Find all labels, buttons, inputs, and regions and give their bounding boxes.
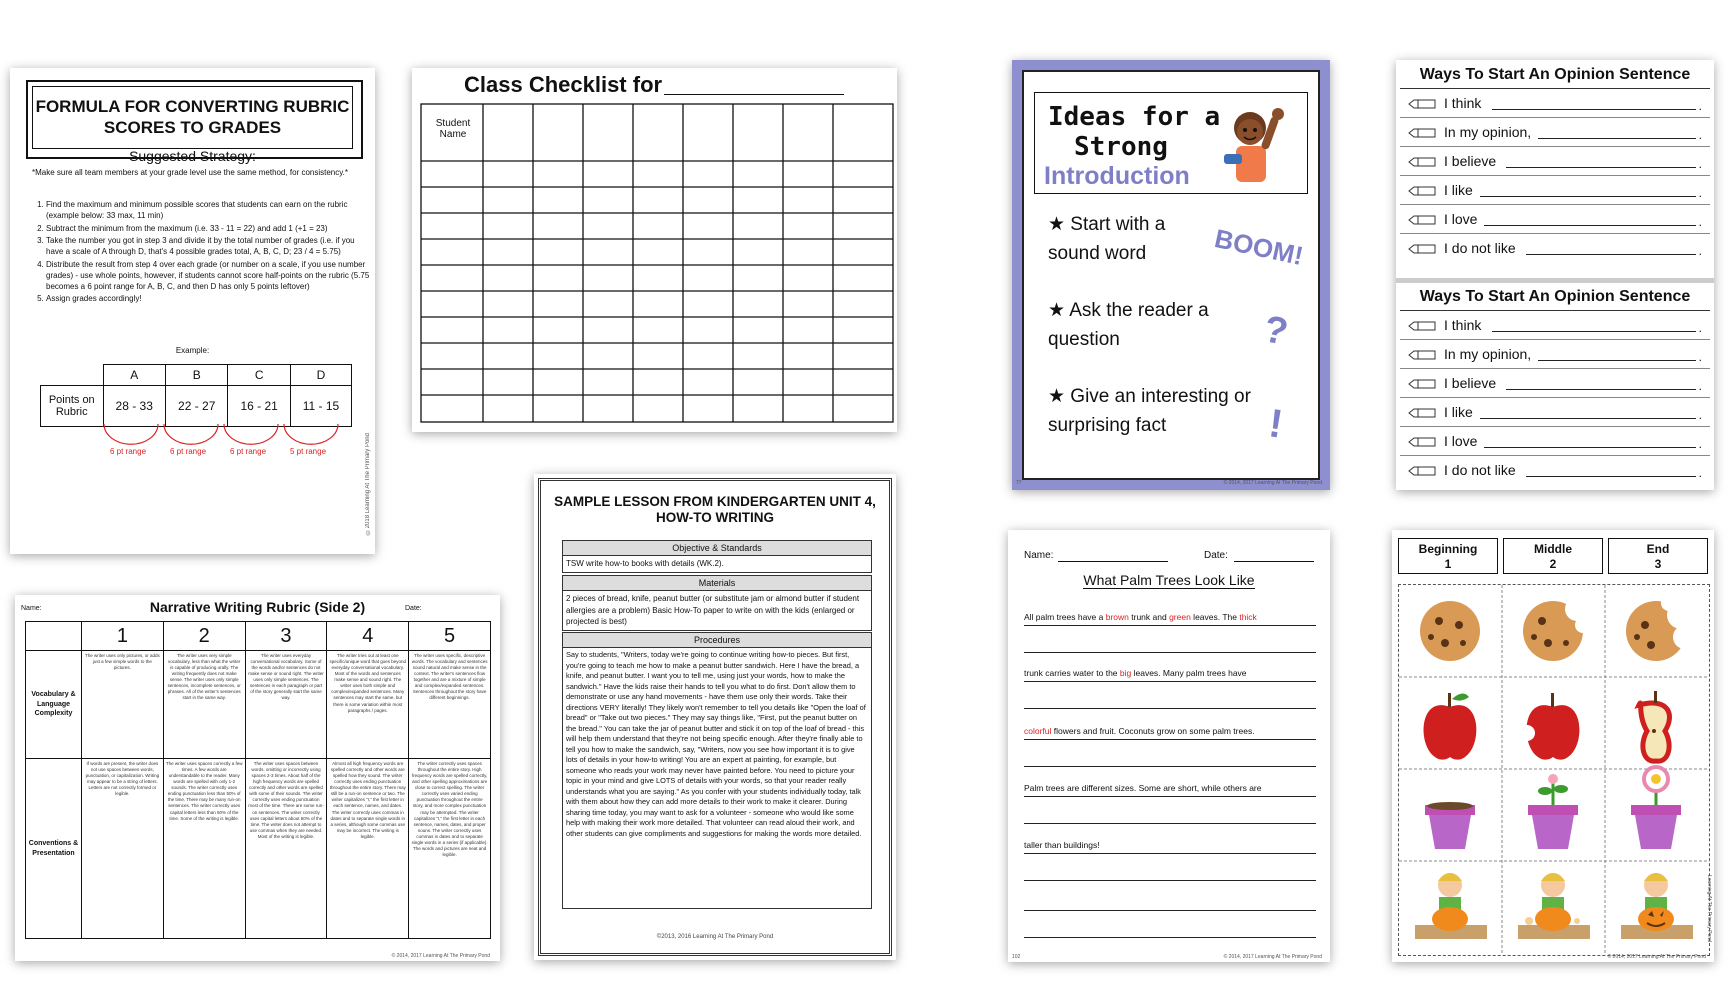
lesson-title: SAMPLE LESSON FROM KINDERGARTEN UNIT 4, HOW-TO WRITING [554,494,876,525]
intro-poster [1012,60,1330,490]
grade-header: A [103,365,165,386]
opinion-header: Ways To Start An Opinion Sentence [1400,284,1710,311]
poster-inner [1022,70,1320,480]
rubric-title: Narrative Writing Rubric (Side 2) [149,599,366,615]
palm-title-text: What Palm Trees Look Like [1083,572,1255,588]
date-label: Date: [1204,550,1228,561]
narrative-rubric-sheet [15,595,500,961]
end-period: . [1698,186,1702,200]
corner-cell [26,622,82,651]
poster-title-line2: Strong [1074,132,1168,162]
starter-label: In my opinion, [1444,124,1532,140]
starter-row [1400,205,1710,234]
block-divider [1396,278,1714,283]
rubric-cell: Almost all high frequency words are spelled correctly and other words are spelled how they sound. The writer correctly uses ending punctuation throughout the entire story. There may still be a run-on sentence or two. The writer capitalizes "I," the first letter in each sentence, names, and dates. The writer correctly uses commas in dates and to separate single words in a series, although some commas use may be incorrect. The writing is legible. [327,759,409,939]
score-header: 3 [245,622,327,651]
score-header: 1 [82,622,164,651]
pencil-icon [1408,128,1436,138]
grade-table [40,364,352,427]
rubric-formula-sheet [10,68,375,554]
name-label: Name: [21,605,42,612]
write-line [1024,880,1316,881]
empty-corner [41,365,104,386]
write-line [1526,476,1696,477]
pencil-icon [1408,379,1436,389]
text-line-4: Palm trees are different sizes. Some are short, while others are [1024,783,1262,793]
text-line-1: All palm trees have a brown trunk and green leaves. The thick [1024,612,1257,622]
starter-row [1400,398,1710,427]
end-period: . [1698,437,1702,451]
write-line [1484,225,1696,226]
starter-row [1400,147,1710,176]
range-note: 6 pt range [170,447,207,456]
section-body: TSW write how-to books with details (WK.2). [566,559,724,568]
pencil-icon [1408,321,1436,331]
starter-label: I believe [1444,375,1497,391]
score-header: 4 [327,622,409,651]
write-line [1024,910,1316,911]
half-cookie-icon [1626,595,1697,661]
pencil-icon [1408,186,1436,196]
starter-row [1400,89,1710,118]
write-line [1526,254,1696,255]
poster-title-line3: Introduction [1044,162,1190,190]
copyright: ©2018 Learning At The Primary Pond [365,432,371,534]
end-period: . [1698,99,1702,113]
starter-row [1400,340,1710,369]
score-header: 5 [409,622,491,651]
text-line-3: colorful flowers and fruit. Coconuts grow on some palm trees. [1024,726,1255,736]
formula-title: FORMULA FOR CONVERTING RUBRIC SCORES TO GRADES [32,86,353,149]
starter-row [1400,176,1710,205]
end-period: . [1698,466,1702,480]
step-item: 1. Find the maximum and minimum possible scores that students can earn on the rubric (example below: 33 max, 11 min) [46,200,372,222]
boy-illustration-icon [1220,106,1300,188]
idea-item: ★ Start with a sound word [1048,214,1166,264]
section-body: Say to students, "Writers, today we're going to continue writing how-to pieces. But first, you're going to teach me how to make a peanut butter sandwich. Here I have the bread, a knife, and peanut butter. I want you to tell me, using just your words, how to make the sandwich." Have the kids raise their hands to tell you what to do first. Don't allow them to demonstrate or use any hand movements - have them use only their words. Take their directions VERY literally! They likely won't remember to tell you details like "Open the loaf of bread" or "Take out two pieces." They may say things like, "First, put the peanut butter on the bread." You can take the jar of peanut butter and stick it on top of the loaf of bread - this will help them understand that they're not being specific enough. After they're finally able to tell you how to make the sandwich, say, "Writers, now you see how important it is to give lots of details in your how-to writing! You are an expert at painting, for example, but someone who reads your work may never have painted before. You need to picture your topic in your mind and give LOTS of details with your words, so that your reader really understands what you are saying." As you confer with your students individually today, talk with them about how they can add more details to their work to make it clearer. During sharing time today, you may want to ask for a volunteer - someone who would like some help with making their work more detailed. That volunteer can read aloud their work, and other students can give compliments and suggestions for making the words more detailed. [566,650,866,838]
name-label: Name: [1024,550,1054,561]
page-number: 77 [1016,480,1022,486]
write-line [1492,331,1696,332]
starter-row [1400,311,1710,340]
starter-row [1400,427,1710,456]
checklist-title: Class Checklist for [464,72,663,97]
starter-row [1400,369,1710,398]
step-item: 2. Subtract the minimum from the maximum (i.e. 33 - 11 = 22) and add 1 (+1 = 23) [46,224,372,235]
starter-label: In my opinion, [1444,346,1532,362]
rubric-cell: The writer uses spaces between words, omitting or incorrectly using spaces 2-3 times. About half of the high frequency words are spelled correctly and other words are spelled with some of their sounds. The writer correctly uses ending punctuation most of the time. There are some run-on sentences. The writer correctly uses capital letters about 50% of the time. The writer does not attempt to use commas when they are needed. Most of the writing is legible. [245,759,327,939]
range-note: 6 pt range [230,447,267,456]
pencil-icon [1408,157,1436,167]
copyright: ©2013, 2016 Learning At The Primary Pond [656,934,774,940]
section-heading: Materials [563,576,871,591]
strategy-heading: Suggested Strategy: [129,148,256,164]
rubric-cell: The writer tries out at least one specific/unique word that goes beyond everyday conversational vocabulary. Most of the words and sentences make sense and sound right. The writer uses both simple and complex/expanded sentences. Many sentences may start the same, but there is some variation within most paragraphs / pages. [327,651,409,759]
boy-jackolantern-icon [1621,873,1693,939]
grade-header: C [228,365,290,386]
text-line-2: trunk carries water to the big leaves. Many palm trees have [1024,668,1247,678]
starter-label: I do not like [1444,462,1516,478]
pencil-icon [1408,99,1436,109]
score-header: 2 [163,622,245,651]
copyright: © 2014, 2017 Learning At The Primary Pond [1223,954,1322,960]
rubric-table [25,621,491,939]
row-label: Conventions & Presentation [26,759,82,939]
write-line [1024,681,1316,682]
end-period: . [1698,157,1702,171]
section-body: 2 pieces of bread, knife, peanut butter (or substitute jam or almond butter if student allergies are a problem) Basic How-To paper to write on with the kids (enlarged or projected is best) [566,594,860,627]
write-line [1506,167,1696,168]
bitten-apple-icon [1519,693,1579,760]
rubric-cell: The writer uses very simple vocabulary, less than what the writer is capable of producing orally. The writing frequently does not make sense. The writer uses only simple sentences, incomplete sentences, or phrases. All of the writer's sentences start in the same way. [163,651,245,759]
range-cell: 28 - 33 [103,386,165,427]
pencil-icon [1408,466,1436,476]
rubric-cell: The writer uses only pictures, or adds just a few simple words to the pictures. [82,651,164,759]
grade-header: B [165,365,227,386]
boy-pumpkin-icon [1415,873,1487,939]
checklist-grid [420,103,894,423]
whole-cookie-icon [1420,601,1480,661]
section-heading: Objective & Standards [563,541,871,556]
step-item: 5. Assign grades accordingly! [46,294,372,305]
pencil-icon [1408,215,1436,225]
opinion-header: Ways To Start An Opinion Sentence [1400,62,1710,89]
starter-label: I like [1444,182,1473,198]
steps-list [32,200,372,307]
write-line [1484,447,1696,448]
pencil-icon [1408,244,1436,254]
starter-label: I love [1444,433,1478,449]
rubric-cell: The writer correctly uses spaces throughout the entire story. High frequency words are spelled correctly, and other spelling approximations are close to correct spelling. The writer correctly uses varied ending punctuation throughout the entire story, and more complex punctuation may be attempted. The writer capitalizes "I," the first letter in each sentence, names, dates, and proper nouns. The writer correctly uses commas in dates and to separate single words in a series (if applicable). The words and pictures are neat and legible. [409,759,491,939]
write-line [1480,196,1696,197]
write-line [1024,625,1316,626]
name-line [1058,561,1168,562]
opinion-block [1400,62,1710,262]
empty-pot-icon [1425,802,1475,849]
date-line [1234,561,1314,562]
starter-row [1400,118,1710,147]
flower-pot-icon [1631,767,1681,849]
end-period: . [1698,408,1702,422]
apple-core-icon [1639,691,1669,761]
question-mark-icon: ? [1259,308,1292,354]
sequencing-sheet [1392,530,1714,962]
date-label: Date: [405,605,422,612]
starter-label: I believe [1444,153,1497,169]
range-cell: 16 - 21 [228,386,290,427]
write-line [1024,739,1316,740]
end-period: . [1698,321,1702,335]
write-line [1480,418,1696,419]
write-line [1492,109,1696,110]
end-period: . [1698,215,1702,229]
starter-label: I think [1444,317,1482,333]
copyright: © 2014, 2017 Learning At The Primary Pond [1223,480,1322,486]
idea-item: ★ Ask the reader a question [1048,300,1209,350]
range-cell: 22 - 27 [165,386,227,427]
starter-row [1400,456,1710,484]
range-cell: 11 - 15 [290,386,351,427]
starter-label: I like [1444,404,1473,420]
rubric-cell: The writer uses spaces correctly a few times. A few words are understandable to the reader. Many words are spelled with only 1-2 sounds. The writer correctly uses ending punctuation less than 50% of the time. There may be many run-on sentences. The writer correctly uses capital letters less than 50% of the time. Some of the writing is legible. [163,759,245,939]
step-item: 3. Take the number you got in step 3 and divide it by the total number of grades (i.e. if you have a scale of A through D, that's 4 possible grades total, A, B, C, D; 23 / 4 = 5.75) [46,236,372,258]
grade-header: D [290,365,351,386]
sequence-pictures [1399,585,1709,955]
write-line [1024,652,1316,653]
opinion-block [1400,284,1710,484]
write-line [1024,937,1316,938]
class-checklist-sheet [412,68,897,432]
end-period: . [1698,244,1702,258]
rubric-cell: The writer uses everyday conversational vocabulary. Some of the words and/or sentences do not make sense or sound right. The writer uses only simple sentences. The sentences in each paragraph or part of the story generally start the same way. [245,651,327,759]
whole-apple-icon [1424,693,1477,760]
page-number: 102 [1012,954,1021,960]
pencil-icon [1408,350,1436,360]
end-period: . [1698,379,1702,393]
copyright: © 2014, 2017 Learning At The Primary Pond [391,953,490,959]
boom-text: BOOM! [1211,223,1306,271]
starter-label: I do not like [1444,240,1516,256]
rubric-cell: If words are present, the writer does not use spaces between words, punctuation, or capitalization. Writing may appear to be a string of letters. Letters are not correctly formed or legible. [82,759,164,939]
starter-label: I think [1444,95,1482,111]
exclamation-icon: ! [1266,401,1286,447]
write-line [1024,823,1316,824]
picture-grid [1398,584,1710,956]
range-arcs [100,424,350,464]
side-credit: Learning At The Primary Pond [1706,875,1712,942]
title-blank-line [664,94,844,95]
row-label: Vocabulary & Language Complexity [26,651,82,759]
palm-trees-sheet [1008,530,1330,962]
write-line [1024,796,1316,797]
copyright: © 2014, 2017 Learning At The Primary Pond [1607,954,1706,960]
starter-row [1400,234,1710,262]
text-line-5: taller than buildings! [1024,840,1100,850]
materials-section [562,575,872,631]
range-note: 6 pt range [110,447,147,456]
write-line [1538,138,1696,139]
example-label: Example: [175,346,210,355]
range-note: 5 pt range [290,447,327,456]
points-row-label: Points on Rubric [41,386,104,427]
boy-carving-icon [1518,873,1590,939]
student-name-header: Student Name [435,118,471,140]
end-period: . [1698,350,1702,364]
idea-item: ★ Give an interesting or surprising fact [1048,386,1251,436]
write-line [1024,853,1316,854]
sample-lesson-sheet [534,474,896,960]
objective-section [562,540,872,573]
header-end: End 3 [1608,538,1708,574]
bitten-cookie-icon [1523,597,1591,661]
step-item: 4. Distribute the result from step 4 over each grade (or number on a scale, if you use number grades) - use whole points, however, if students cannot score half-points on the rubric (5.75 becomes a 6 point range for A, B, C, and then D has only 5 points leftover) [46,260,372,292]
write-line [1024,766,1316,767]
pencil-icon [1408,408,1436,418]
write-line [1538,360,1696,361]
consistency-note: *Make sure all team members at your grade level use the same method, for consistency.* [32,168,348,177]
sprout-pot-icon [1528,774,1578,849]
write-line [1024,708,1316,709]
poster-title-line1: Ideas for a [1048,102,1221,132]
header-middle: Middle 2 [1503,538,1603,574]
pencil-icon [1408,437,1436,447]
end-period: . [1698,128,1702,142]
palm-title [1008,572,1330,588]
header-beginning: Beginning 1 [1398,538,1498,574]
opinion-starters-sheet [1396,60,1714,490]
rubric-cell: The writer uses specific, descriptive words. The vocabulary and sentences sound natural and make sense in the context. The writer's sentences flow together and are a mixture of simple and complex/expanded sentences. Sentences throughout the story have different beginnings. [409,651,491,759]
procedures-section [562,632,872,909]
write-line [1506,389,1696,390]
section-heading: Procedures [563,633,871,648]
starter-label: I love [1444,211,1478,227]
